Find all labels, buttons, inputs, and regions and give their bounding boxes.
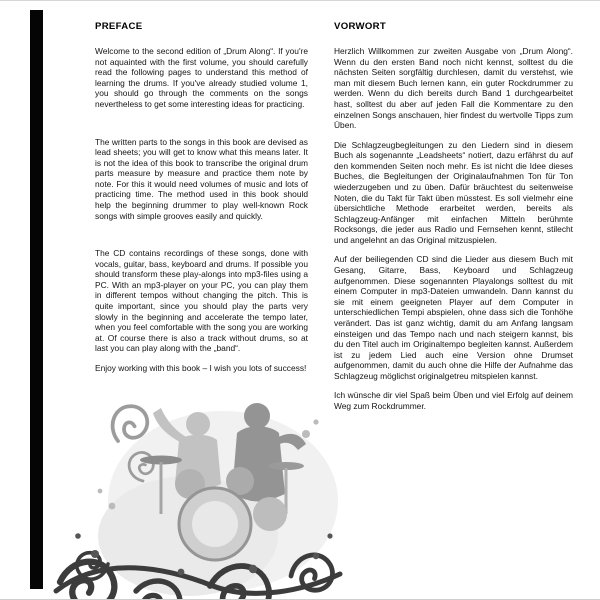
spine-bar bbox=[30, 10, 43, 589]
band-illustration bbox=[48, 386, 348, 600]
text-columns bbox=[95, 21, 573, 421]
preface-title: PREFACE bbox=[95, 21, 143, 32]
preface-paragraph-2: The written parts to the songs in this book are devised as lead sheets; you will get to know what this means later. It is not the idea of this book to transcribe the original drum parts measure by measure and practice them note by note. For this it would need volumes of music and lots of practicing time. The method used in this book should help the beginning drummer to play well-known Rock songs with simple grooves easily and quickly. bbox=[95, 136, 308, 221]
preface-closing-line: Enjoy working with this book – I wish you lots of success! bbox=[95, 362, 307, 373]
vorwort-paragraph-2: Die Schlagzeugbegleitungen zu den Liedern sind in diesem Buch als sogenannte „Leadsheets“ notiert, dazu erfährst du auf den kommenden Seiten noch mehr. Es ist nicht die Idee dieses Buches, die Begleitungen der Originalaufnahmen Ton für Ton wiederzugeben und zu üben. Dafür bräuchtest du seitenweise Noten, die du Takt für Takt üben müsstest. Es soll vielmehr eine übersichtliche Methode erarbeitet werden, bereits als Schlagzeug-Anfänger mit einfachen Mitteln berühmte Rocksongs, die jeder aus Radio und Fernsehen kennt, stilecht und angelehnt an das Original mitzuspielen. bbox=[334, 139, 573, 245]
preface-section bbox=[95, 21, 308, 421]
vorwort-paragraph-1: Herzlich Willkommen zur zweiten Ausgabe von „Drum Along“. Wenn du den ersten Band noch nicht kennst, solltest du die nächsten Seiten sorgfältig durchlesen, damit du verstehst, wie man mit diesem Buch lernen kann, ein guter Rockdrummer zu werden. Wenn du dich bereits durch Band 1 durchgearbeitet hast, solltest du aber auf jeden Fall die Kommentare zu den einzelnen Songs anschauen, hier findest du wertvolle Tipps zum Üben. bbox=[334, 46, 573, 131]
vorwort-closing-line: Ich wünsche dir viel Spaß beim Üben und viel Erfolg auf deinem Weg zum Rockdrummer. bbox=[334, 390, 573, 411]
preface-paragraph-3: The CD contains recordings of these songs, done with vocals, guitar, bass, keyboard and drums. If possible you should transform these play-alongs into mp3-files using a PC. With an mp3-player on your PC, you can play them in different tempos without changing the pitch. This is quite important, since you should play the parts very slowly in the beginning and accelerate the tempo later, when you feel comfortable with the song you are working at. Of course there is also a track without drums, so at last you can play along with the „band“. bbox=[95, 248, 308, 354]
vorwort-title: VORWORT bbox=[334, 21, 387, 32]
vorwort-section bbox=[334, 21, 573, 421]
preface-paragraph-1: Welcome to the second edition of „Drum Along“. If you're not aquainted with the first volume, you should carefully read the following pages to understand this method of learning the drums. If you've already studied volume 1, you should go through the comments on the songs nevertheless to get some interesting ideas for practicing. bbox=[95, 46, 308, 109]
vorwort-paragraph-3: Auf der beiliegenden CD sind die Lieder aus diesem Buch mit Gesang, Gitarre, Bass, Keyboard und Schlagzeug aufgenommen. Diese sogenannten Playalongs solltest du mit einem Computer in mp3-Dateien umwandeln. Dann kannst du sie mit einem geeigneten Player auf dem Computer in unterschiedlichen Tempi abspielen, ohne dass sich die Tonhöhe verändert. Das ist ganz wichtig, damit du am Anfang langsam einsteigen und das Tempo nach und nach steigern kannst, bis du den Titel auch im Originaltempo begleiten kannst. Außerdem ist zu jedem Lied auch eine Version ohne Drumset aufgenommen, damit du auch ohne die Hilfe der Aufnahme das Schlagzeug möglichst originalgetreu mitspielen kannst. bbox=[334, 254, 573, 381]
band-illustration-svg bbox=[48, 386, 348, 600]
